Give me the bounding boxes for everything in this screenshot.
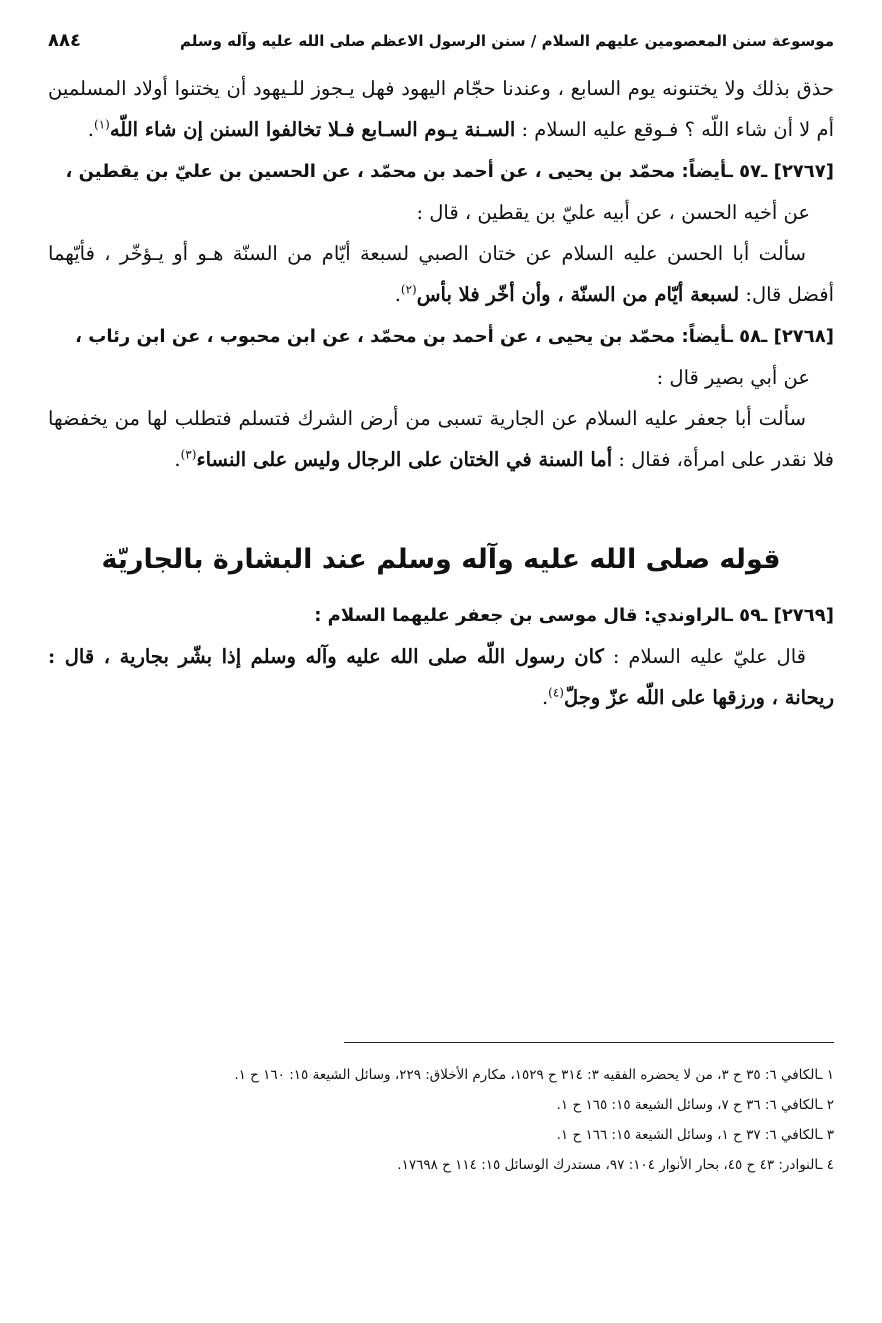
footnote-2: ٢ ـالكافي ٦: ٣٦ ح ٧، وسائل الشيعة ١٥: ١٦٥ ح ١. [556, 1097, 834, 1113]
footnote-marker: (٣) [180, 447, 197, 462]
hadith-2767-reference: [٢٧٦٧] ـ٥٧ ـأيضاً: محمّد بن يحيى ، عن أحمد بن محمّد ، عن الحسين بن عليّ بن يقطين ، [65, 161, 834, 182]
main-text [48, 68, 834, 718]
footnote-4: ٤ ـالنوادر: ٤٣ ح ٤٥، بحار الأنوار ١٠٤: ٩٧، مستدرك الوسائل ١٥: ١١٤ ح ١٧٦٩٨. [397, 1157, 834, 1173]
book-page [48, 30, 834, 1293]
hadith-2768-text: سألت أبا جعفر عليه السلام عن الجارية تسبى من أرض الشرك فتسلم فتطلب لها من يخفضها فلا نقدر على امرأة، فقال : أما السنة في الختان على الرجال وليس على النساء$^{(٣)}$. [48, 407, 834, 471]
hadith-2768-chain: عن أبي بصير قال : [656, 366, 810, 389]
footnotes [48, 1060, 834, 1180]
hadith-2768-reference: [٢٧٦٨] ـ٥٨ ـأيضاً: محمّد بن يحيى ، عن أحمد بن محمّد ، عن ابن محبوب ، عن ابن رئاب ، [75, 326, 834, 347]
running-title: موسوعة سنن المعصومين عليهم السلام / سنن الرسول الاعظم صلى الله عليه وآله وسلم [179, 32, 834, 50]
hadith-2769-text: قال عليّ عليه السلام : كان رسول اللّه صلى الله عليه وآله وسلم إذا بشّر بجارية ، قال : ريحانة ، ورزقها على اللّه عزّ وجلّ$^{(٤)}$. [48, 645, 834, 709]
paragraph-continuation: حذق بذلك ولا يختنونه يوم السابع ، وعندنا حجّام اليهود فهل يـجوز للـيهود أن يختنوا أولاد المسلمين أم لا أن شاء اللّه ؟ فـوقع عليه السلام : السـنة يـوم السـابع فـلا تخالفوا السنن إن شاء اللّه$^{(١)}$. [48, 77, 834, 141]
hadith-quote: لسبعة أيّام من السنّة ، وأن أخّر فلا بأس [416, 283, 740, 306]
hadith-quote: السـنة يـوم السـابع فـلا تخالفوا السنن إن شاء اللّه [109, 118, 516, 141]
footnote-marker: (٤) [548, 685, 564, 700]
page-number: ٨٨٤ [48, 30, 81, 51]
hadith-2769-reference: [٢٧٦٩] ـ٥٩ ـالراوندي: قال موسى بن جعفر عليهما السلام : [314, 605, 834, 626]
hadith-quote: كان رسول اللّه صلى الله عليه وآله وسلم إذا بشّر بجارية ، قال : ريحانة ، ورزقها على اللّه عزّ وجلّ [48, 645, 834, 709]
footnote-marker: (٢) [400, 282, 417, 297]
footnote-divider [344, 1042, 834, 1043]
hadith-2767-text: سألت أبا الحسن عليه السلام عن ختان الصبي لسبعة أيّام من السنّة هـو أو يـؤخّر ، فأيّهما أفضل قال: لسبعة أيّام من السنّة ، وأن أخّر فلا بأس$^{(٢)}$. [48, 242, 834, 306]
section-heading: قوله صلى الله عليه وآله وسلم عند البشارة بالجاريّة [101, 544, 781, 575]
footnote-marker: (١) [94, 117, 110, 132]
footnote-1: ١ ـالكافي ٦: ٣٥ ح ٣، من لا يحضره الفقيه ٣: ٣١٤ ح ١٥٢٩، مكارم الأخلاق: ٢٢٩، وسائل الشيعة ١٥: ١٦٠ ح ١. [234, 1067, 834, 1083]
running-head [48, 30, 834, 62]
footnote-3: ٣ ـالكافي ٦: ٣٧ ح ١، وسائل الشيعة ١٥: ١٦٦ ح ١. [556, 1127, 834, 1143]
hadith-quote: أما السنة في الختان على الرجال وليس على النساء [196, 448, 613, 471]
hadith-2767-chain: عن أخيه الحسن ، عن أبيه عليّ بن يقطين ، قال : [416, 201, 810, 224]
